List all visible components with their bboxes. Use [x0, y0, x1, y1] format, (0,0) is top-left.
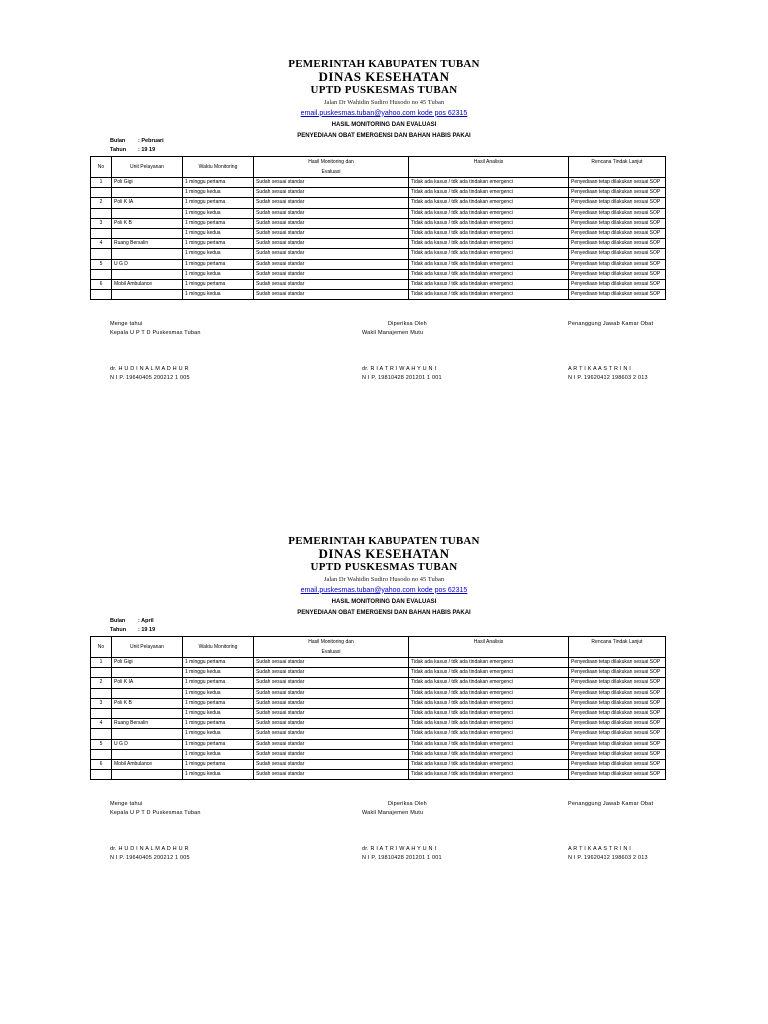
cell-rencana: Penyediaan tetap dilakukan sesuai SOP — [569, 719, 666, 729]
cell-no: 1 — [91, 178, 112, 188]
cell-hasil: Sudah sesuai standar — [254, 228, 409, 238]
cell-rencana: Penyediaan tetap dilakukan sesuai SOP — [569, 218, 666, 228]
cell-unit — [112, 708, 183, 718]
header-email-link[interactable]: email.puskesmas.tuban@yahoo.com kode pos 62315 — [300, 586, 468, 594]
cell-no: 6 — [91, 759, 112, 769]
cell-no: 4 — [91, 239, 112, 249]
cell-waktu: 1 minggu kedua — [183, 688, 254, 698]
cell-waktu: 1 minggu pertama — [183, 759, 254, 769]
cell-no: 4 — [91, 719, 112, 729]
cell-analisis: Tidak ada kasus / tdk ada tindakan emergenci — [409, 259, 569, 269]
table-row — [91, 228, 666, 238]
cell-waktu: 1 minggu pertama — [183, 739, 254, 749]
bulan-label: Bulan — [110, 618, 126, 624]
cell-hasil: Sudah sesuai standar — [254, 678, 409, 688]
signature-center: Diperiksa Oleh Wakil Manajemen Mutu dr. R I A T R I W A H Y U N I N I P. 19810428 201201 1 001 — [362, 801, 442, 861]
cell-unit — [112, 749, 183, 759]
cell-hasil: Sudah sesuai standar — [254, 208, 409, 218]
cell-rencana: Penyediaan tetap dilakukan sesuai SOP — [569, 749, 666, 759]
cell-unit — [112, 770, 183, 780]
cell-unit — [112, 188, 183, 198]
col-hasil-analisis: Hasil Analisis — [409, 157, 569, 178]
cell-analisis: Tidak ada kasus / tdk ada tindakan emergenci — [409, 678, 569, 688]
table-row — [91, 198, 666, 208]
report-title-2: PENYEDIAAN OBAT EMERGENSI DAN BAHAN HABIS PAKAI — [297, 609, 471, 616]
col-hasil-analisis: Hasil Analisis — [409, 637, 569, 658]
cell-analisis: Tidak ada kasus / tdk ada tindakan emergenci — [409, 770, 569, 780]
monitoring-table — [90, 156, 666, 300]
col-unit: Unit Pelayanan — [112, 157, 183, 178]
cell-analisis: Tidak ada kasus / tdk ada tindakan emergenci — [409, 239, 569, 249]
table-row — [91, 698, 666, 708]
cell-hasil: Sudah sesuai standar — [254, 658, 409, 668]
signer-name-center: dr. R I A T R I W A H Y U N I — [362, 366, 437, 372]
cell-waktu: 1 minggu kedua — [183, 249, 254, 259]
cell-analisis: Tidak ada kasus / tdk ada tindakan emergenci — [409, 749, 569, 759]
cell-rencana: Penyediaan tetap dilakukan sesuai SOP — [569, 228, 666, 238]
table-row — [91, 770, 666, 780]
col-waktu: Waktu Monitoring — [183, 157, 254, 178]
cell-unit — [112, 249, 183, 259]
cell-analisis: Tidak ada kasus / tdk ada tindakan emergenci — [409, 688, 569, 698]
cell-analisis: Tidak ada kasus / tdk ada tindakan emergenci — [409, 198, 569, 208]
cell-no: 6 — [91, 279, 112, 289]
cell-hasil: Sudah sesuai standar — [254, 668, 409, 678]
cell-rencana: Penyediaan tetap dilakukan sesuai SOP — [569, 729, 666, 739]
signer-name-center: dr. R I A T R I W A H Y U N I — [362, 846, 437, 852]
report-header — [0, 59, 768, 139]
cell-hasil: Sudah sesuai standar — [254, 269, 409, 279]
cell-analisis: Tidak ada kasus / tdk ada tindakan emergenci — [409, 269, 569, 279]
signature-left: Menge tahui Kepala U P T D Puskesmas Tuban dr. H U D I N A L M A D H U R N I P. 19640405 200212 1 005 — [110, 321, 201, 381]
cell-unit: Poli Gigi — [112, 658, 183, 668]
cell-rencana: Penyediaan tetap dilakukan sesuai SOP — [569, 658, 666, 668]
cell-hasil: Sudah sesuai standar — [254, 188, 409, 198]
cell-analisis: Tidak ada kasus / tdk ada tindakan emergenci — [409, 739, 569, 749]
cell-no — [91, 688, 112, 698]
col-waktu: Waktu Monitoring — [183, 637, 254, 658]
cell-unit: Poli K IA — [112, 198, 183, 208]
cell-unit — [112, 729, 183, 739]
cell-analisis: Tidak ada kasus / tdk ada tindakan emergenci — [409, 658, 569, 668]
cell-no — [91, 188, 112, 198]
cell-waktu: 1 minggu pertama — [183, 178, 254, 188]
tahun-label: Tahun — [110, 147, 127, 153]
cell-analisis: Tidak ada kasus / tdk ada tindakan emergenci — [409, 729, 569, 739]
header-line-3: UPTD PUSKESMAS TUBAN — [310, 84, 458, 96]
signer-name-right: A R T I K A A S T R I N I — [568, 846, 631, 852]
cell-hasil: Sudah sesuai standar — [254, 729, 409, 739]
col-hasil-monitoring: Hasil Monitoring dan Evaluasi — [254, 157, 409, 178]
cell-analisis: Tidak ada kasus / tdk ada tindakan emergenci — [409, 759, 569, 769]
cell-rencana: Penyediaan tetap dilakukan sesuai SOP — [569, 259, 666, 269]
table-body — [91, 658, 666, 780]
cell-hasil: Sudah sesuai standar — [254, 698, 409, 708]
tahun-value: 19 19 — [141, 627, 156, 633]
signature-right: Penanggung Jawab Kamar Obat A R T I K A A S T R I N I N I P. 19620412 198603 2 013 — [568, 801, 654, 861]
cell-hasil: Sudah sesuai standar — [254, 178, 409, 188]
cell-rencana: Penyediaan tetap dilakukan sesuai SOP — [569, 759, 666, 769]
cell-waktu: 1 minggu pertama — [183, 678, 254, 688]
cell-unit — [112, 290, 183, 300]
col-rencana: Rencana Tindak Lanjut — [569, 637, 666, 658]
cell-no — [91, 668, 112, 678]
cell-rencana: Penyediaan tetap dilakukan sesuai SOP — [569, 208, 666, 218]
signer-name-right: A R T I K A A S T R I N I — [568, 366, 631, 372]
cell-rencana: Penyediaan tetap dilakukan sesuai SOP — [569, 739, 666, 749]
cell-unit: Ruang Bersalin — [112, 239, 183, 249]
cell-analisis: Tidak ada kasus / tdk ada tindakan emergenci — [409, 668, 569, 678]
cell-hasil: Sudah sesuai standar — [254, 239, 409, 249]
cell-rencana: Penyediaan tetap dilakukan sesuai SOP — [569, 290, 666, 300]
cell-hasil: Sudah sesuai standar — [254, 759, 409, 769]
table-row — [91, 269, 666, 279]
cell-waktu: 1 minggu pertama — [183, 279, 254, 289]
cell-hasil: Sudah sesuai standar — [254, 719, 409, 729]
signer-name-left: dr. H U D I N A L M A D H U R — [110, 366, 189, 372]
bulan-value: April — [141, 618, 154, 624]
header-address: Jalan Dr Wahidin Sudiro Husodo no 45 Tuban — [323, 99, 445, 106]
header-line-1: PEMERINTAH KABUPATEN TUBAN — [288, 58, 480, 70]
cell-no: 2 — [91, 198, 112, 208]
signer-nip-center: N I P. 19810428 201201 1 001 — [362, 855, 442, 861]
signature-right: Penanggung Jawab Kamar Obat A R T I K A A S T R I N I N I P. 19620412 198603 2 013 — [568, 321, 654, 381]
report-meta: Bulan : Pebruari Tahun : 19 19 — [110, 138, 164, 153]
cell-waktu: 1 minggu kedua — [183, 208, 254, 218]
cell-analisis: Tidak ada kasus / tdk ada tindakan emergenci — [409, 249, 569, 259]
cell-waktu: 1 minggu kedua — [183, 290, 254, 300]
cell-unit — [112, 668, 183, 678]
cell-analisis: Tidak ada kasus / tdk ada tindakan emergenci — [409, 708, 569, 718]
cell-analisis: Tidak ada kasus / tdk ada tindakan emergenci — [409, 178, 569, 188]
table-row — [91, 178, 666, 188]
cell-no — [91, 208, 112, 218]
table-row — [91, 249, 666, 259]
cell-unit: U G D — [112, 259, 183, 269]
cell-hasil: Sudah sesuai standar — [254, 198, 409, 208]
cell-unit: Poli Gigi — [112, 178, 183, 188]
cell-unit — [112, 208, 183, 218]
report-title-2: PENYEDIAAN OBAT EMERGENSI DAN BAHAN HABIS PAKAI — [297, 132, 471, 139]
cell-waktu: 1 minggu pertama — [183, 698, 254, 708]
col-hasil-monitoring: Hasil Monitoring dan Evaluasi — [254, 637, 409, 658]
bulan-label: Bulan — [110, 138, 126, 144]
cell-no — [91, 269, 112, 279]
table-row — [91, 259, 666, 269]
cell-rencana: Penyediaan tetap dilakukan sesuai SOP — [569, 178, 666, 188]
cell-waktu: 1 minggu kedua — [183, 749, 254, 759]
cell-unit: Poli K IA — [112, 678, 183, 688]
cell-analisis: Tidak ada kasus / tdk ada tindakan emergenci — [409, 279, 569, 289]
cell-analisis: Tidak ada kasus / tdk ada tindakan emergenci — [409, 290, 569, 300]
cell-rencana: Penyediaan tetap dilakukan sesuai SOP — [569, 678, 666, 688]
table-row — [91, 729, 666, 739]
cell-hasil: Sudah sesuai standar — [254, 749, 409, 759]
cell-unit — [112, 228, 183, 238]
cell-analisis: Tidak ada kasus / tdk ada tindakan emergenci — [409, 228, 569, 238]
signature-left: Menge tahui Kepala U P T D Puskesmas Tuban dr. H U D I N A L M A D H U R N I P. 19640405 200212 1 005 — [110, 801, 201, 861]
table-body — [91, 178, 666, 300]
cell-waktu: 1 minggu pertama — [183, 239, 254, 249]
cell-unit: Mobil Ambulance — [112, 759, 183, 769]
cell-no — [91, 228, 112, 238]
cell-rencana: Penyediaan tetap dilakukan sesuai SOP — [569, 668, 666, 678]
report-title-1: HASIL MONITORING DAN EVALUASI — [331, 598, 437, 605]
cell-no: 5 — [91, 259, 112, 269]
signer-nip-right: N I P. 19620412 198603 2 013 — [568, 375, 648, 381]
cell-waktu: 1 minggu kedua — [183, 269, 254, 279]
cell-analisis: Tidak ada kasus / tdk ada tindakan emergenci — [409, 218, 569, 228]
header-address: Jalan Dr Wahidin Sudiro Husodo no 45 Tuban — [323, 576, 445, 583]
cell-no: 3 — [91, 218, 112, 228]
cell-hasil: Sudah sesuai standar — [254, 739, 409, 749]
signature-center: Diperiksa Oleh Wakil Manajemen Mutu dr. R I A T R I W A H Y U N I N I P. 19810428 201201 1 001 — [362, 321, 442, 381]
cell-no — [91, 729, 112, 739]
monitoring-table — [90, 636, 666, 780]
table-row — [91, 688, 666, 698]
cell-rencana: Penyediaan tetap dilakukan sesuai SOP — [569, 198, 666, 208]
table-row — [91, 708, 666, 718]
cell-waktu: 1 minggu pertama — [183, 218, 254, 228]
signer-nip-center: N I P. 19810428 201201 1 001 — [362, 375, 442, 381]
table-row — [91, 739, 666, 749]
signer-nip-left: N I P. 19640405 200212 1 005 — [110, 375, 190, 381]
cell-rencana: Penyediaan tetap dilakukan sesuai SOP — [569, 188, 666, 198]
cell-unit — [112, 269, 183, 279]
signer-nip-left: N I P. 19640405 200212 1 005 — [110, 855, 190, 861]
table-row — [91, 719, 666, 729]
col-no: No — [91, 637, 112, 658]
cell-unit: Ruang Bersalin — [112, 719, 183, 729]
table-row — [91, 668, 666, 678]
cell-rencana: Penyediaan tetap dilakukan sesuai SOP — [569, 708, 666, 718]
cell-hasil: Sudah sesuai standar — [254, 290, 409, 300]
bulan-value: Pebruari — [141, 138, 164, 144]
header-email-link[interactable]: email.puskesmas.tuban@yahoo.com kode pos 62315 — [300, 109, 468, 117]
cell-waktu: 1 minggu kedua — [183, 188, 254, 198]
tahun-value: 19 19 — [141, 147, 156, 153]
header-line-1: PEMERINTAH KABUPATEN TUBAN — [288, 535, 480, 547]
cell-no: 2 — [91, 678, 112, 688]
cell-unit — [112, 688, 183, 698]
cell-unit: Poli K B — [112, 698, 183, 708]
cell-no — [91, 708, 112, 718]
cell-hasil: Sudah sesuai standar — [254, 259, 409, 269]
table-row — [91, 188, 666, 198]
cell-rencana: Penyediaan tetap dilakukan sesuai SOP — [569, 770, 666, 780]
cell-hasil: Sudah sesuai standar — [254, 770, 409, 780]
table-header-row — [91, 157, 666, 178]
cell-waktu: 1 minggu kedua — [183, 668, 254, 678]
cell-hasil: Sudah sesuai standar — [254, 708, 409, 718]
table-row — [91, 749, 666, 759]
cell-rencana: Penyediaan tetap dilakukan sesuai SOP — [569, 269, 666, 279]
cell-waktu: 1 minggu kedua — [183, 708, 254, 718]
cell-no: 3 — [91, 698, 112, 708]
table-row — [91, 279, 666, 289]
cell-rencana: Penyediaan tetap dilakukan sesuai SOP — [569, 279, 666, 289]
report-header — [0, 536, 768, 616]
cell-waktu: 1 minggu pertama — [183, 198, 254, 208]
col-no: No — [91, 157, 112, 178]
cell-rencana: Penyediaan tetap dilakukan sesuai SOP — [569, 239, 666, 249]
header-line-3: UPTD PUSKESMAS TUBAN — [310, 561, 458, 573]
cell-hasil: Sudah sesuai standar — [254, 688, 409, 698]
cell-waktu: 1 minggu pertama — [183, 719, 254, 729]
cell-waktu: 1 minggu kedua — [183, 228, 254, 238]
table-row — [91, 218, 666, 228]
cell-analisis: Tidak ada kasus / tdk ada tindakan emergenci — [409, 188, 569, 198]
cell-no: 1 — [91, 658, 112, 668]
table-row — [91, 678, 666, 688]
cell-waktu: 1 minggu pertama — [183, 658, 254, 668]
table-row — [91, 208, 666, 218]
table-row — [91, 290, 666, 300]
col-rencana: Rencana Tindak Lanjut — [569, 157, 666, 178]
cell-hasil: Sudah sesuai standar — [254, 218, 409, 228]
cell-no — [91, 290, 112, 300]
tahun-label: Tahun — [110, 627, 127, 633]
signer-nip-right: N I P. 19620412 198603 2 013 — [568, 855, 648, 861]
cell-unit: Poli K B — [112, 218, 183, 228]
cell-waktu: 1 minggu kedua — [183, 729, 254, 739]
table-row — [91, 759, 666, 769]
table-header-row — [91, 637, 666, 658]
cell-hasil: Sudah sesuai standar — [254, 249, 409, 259]
cell-no — [91, 770, 112, 780]
cell-waktu: 1 minggu pertama — [183, 259, 254, 269]
cell-hasil: Sudah sesuai standar — [254, 279, 409, 289]
report-title-1: HASIL MONITORING DAN EVALUASI — [331, 121, 437, 128]
col-unit: Unit Pelayanan — [112, 637, 183, 658]
cell-waktu: 1 minggu kedua — [183, 770, 254, 780]
report-meta: Bulan : April Tahun : 19 19 — [110, 618, 156, 633]
header-line-2: DINAS KESEHATAN — [318, 546, 450, 561]
table-row — [91, 658, 666, 668]
cell-analisis: Tidak ada kasus / tdk ada tindakan emergenci — [409, 698, 569, 708]
cell-no: 5 — [91, 739, 112, 749]
table-row — [91, 239, 666, 249]
signer-name-left: dr. H U D I N A L M A D H U R — [110, 846, 189, 852]
cell-rencana: Penyediaan tetap dilakukan sesuai SOP — [569, 698, 666, 708]
cell-analisis: Tidak ada kasus / tdk ada tindakan emergenci — [409, 719, 569, 729]
cell-analisis: Tidak ada kasus / tdk ada tindakan emergenci — [409, 208, 569, 218]
cell-no — [91, 249, 112, 259]
cell-rencana: Penyediaan tetap dilakukan sesuai SOP — [569, 249, 666, 259]
cell-rencana: Penyediaan tetap dilakukan sesuai SOP — [569, 688, 666, 698]
cell-unit: Mobil Ambulance — [112, 279, 183, 289]
cell-unit: U G D — [112, 739, 183, 749]
header-line-2: DINAS KESEHATAN — [318, 69, 450, 84]
cell-no — [91, 749, 112, 759]
